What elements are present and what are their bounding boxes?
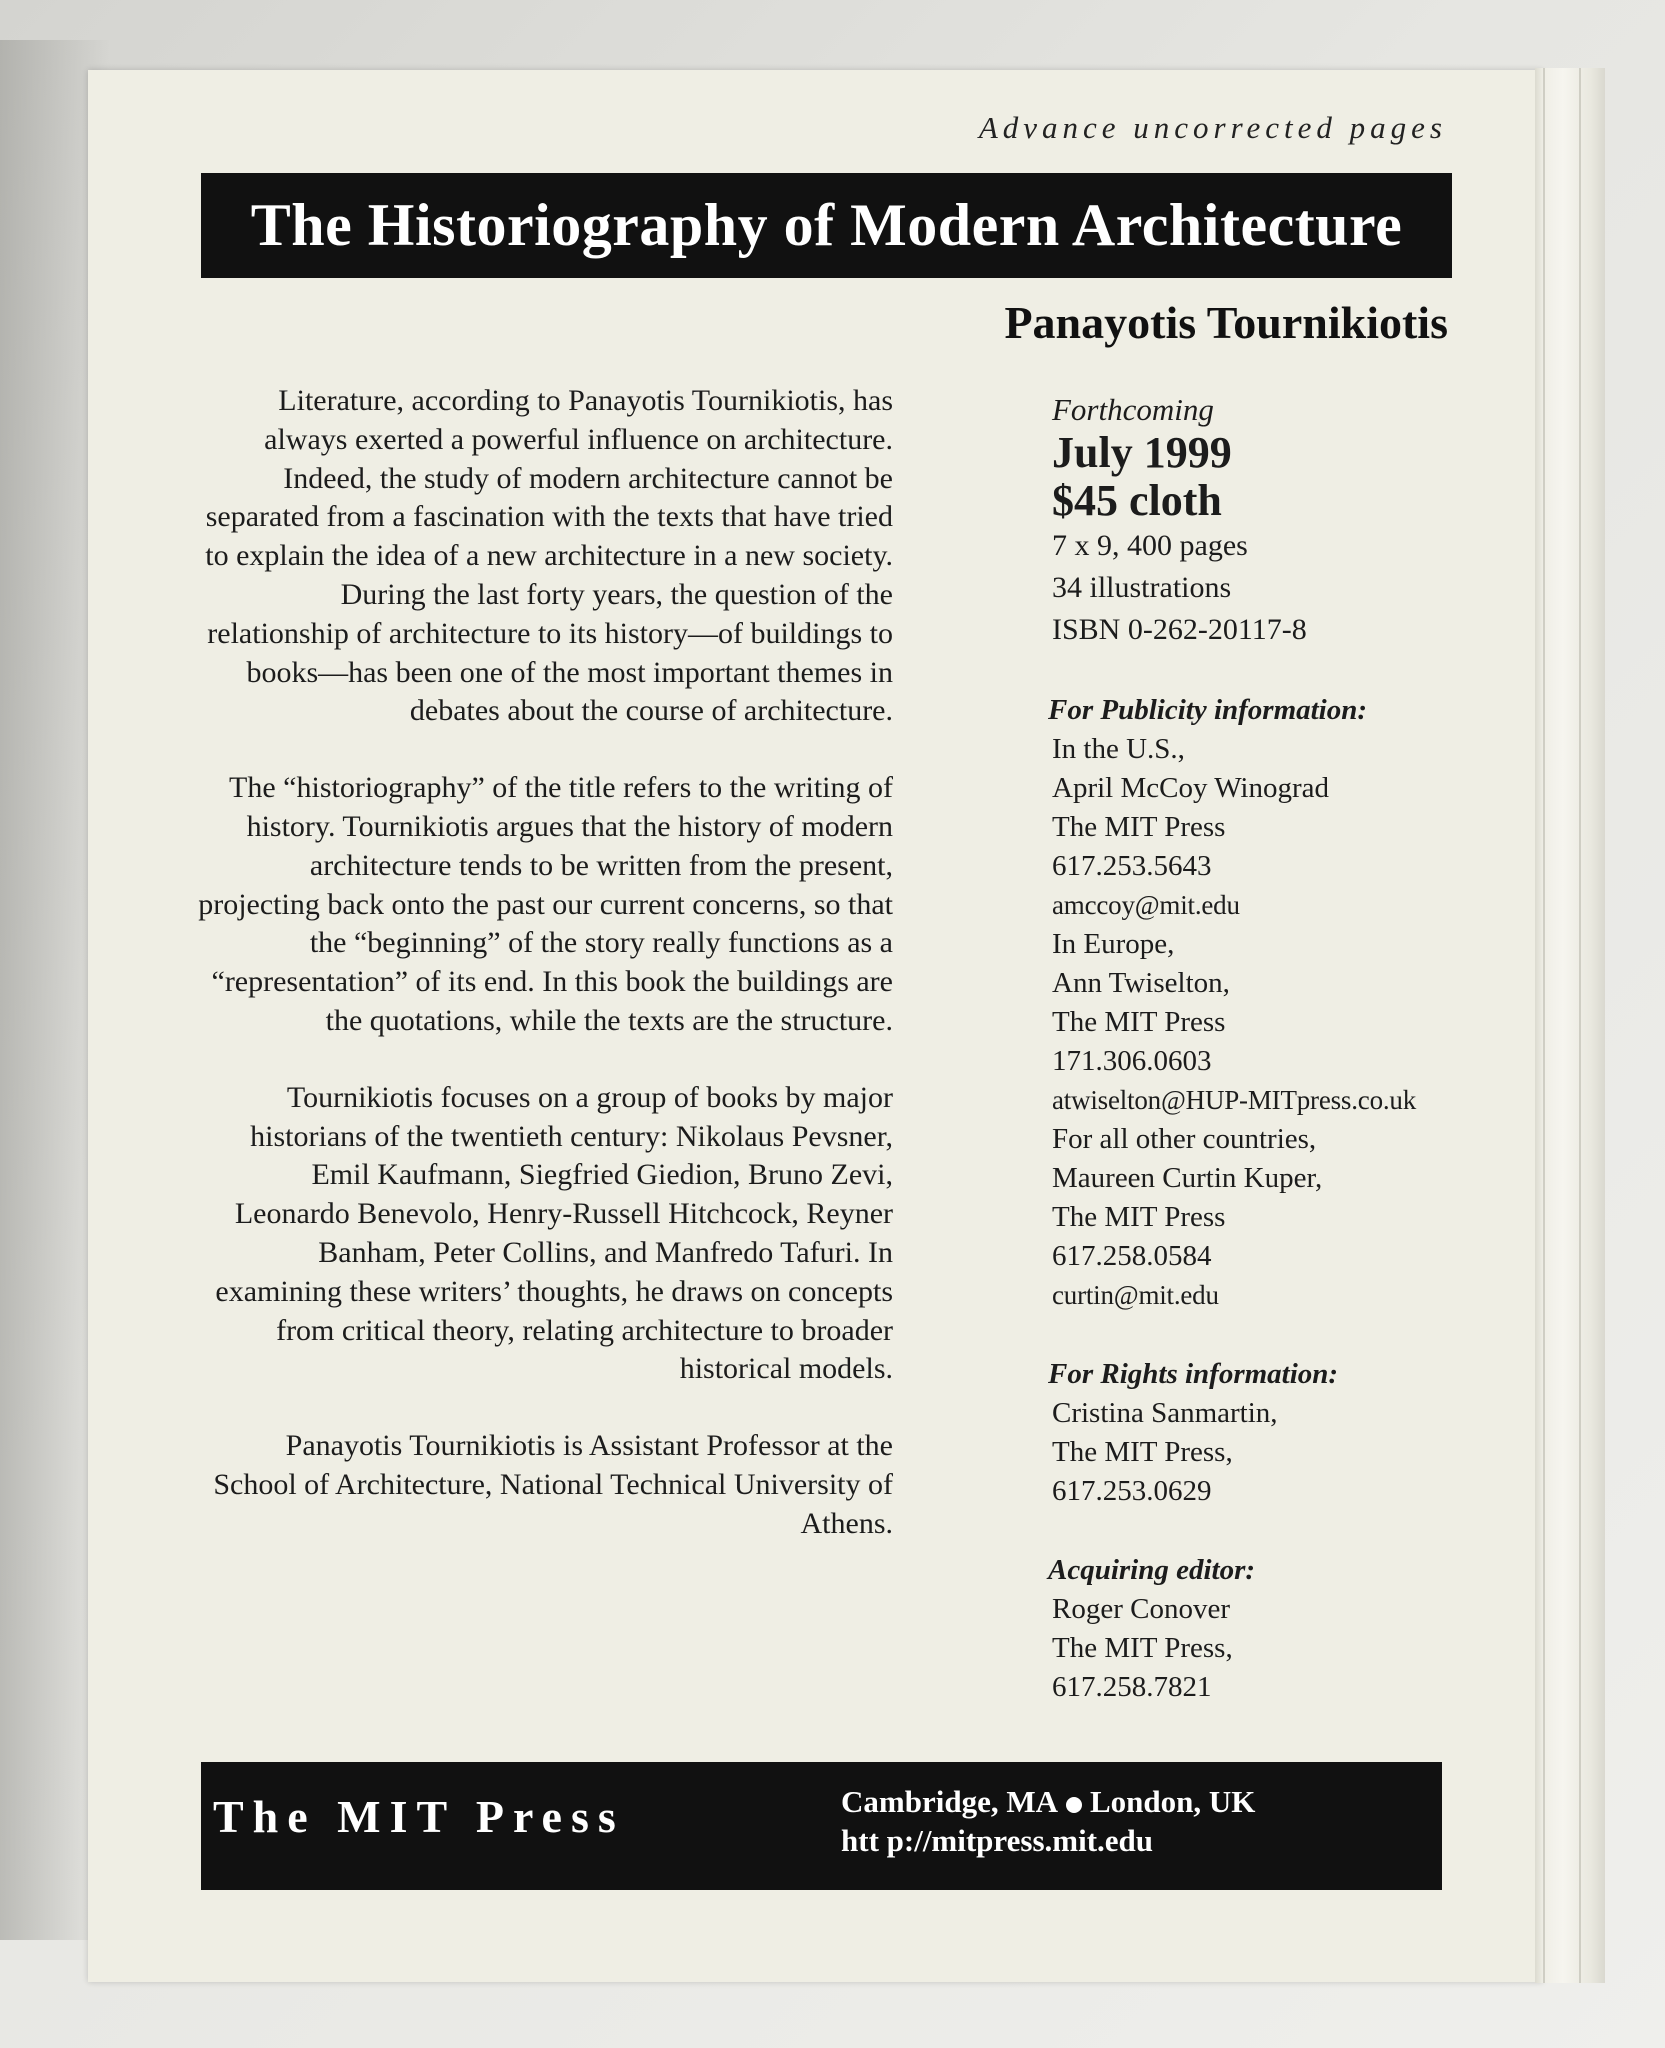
forthcoming-label: Forthcoming: [1052, 392, 1214, 427]
description-paragraph: Literature, according to Panayotis Tournikiotis, has always exerted a powerful influence on architecture. Indeed, the study of modern architecture cannot be separated from a fascination with the texts that have tried to explain the idea of a new architecture in a new society. During the last forty years, the question of the relationship of architecture to its history—of buildings to books—has been one of the most important themes in debates about the course of architecture.: [205, 384, 893, 728]
publicity-line: In Europe,: [1052, 928, 1175, 960]
publisher-name: The MIT Press: [213, 1791, 625, 1842]
publicity-line: The MIT Press: [1052, 1006, 1226, 1038]
publicity-email: atwiselton@HUP-MITpress.co.uk: [1052, 1085, 1417, 1115]
publicity-phone: 617.253.5643: [1052, 850, 1212, 882]
isbn: ISBN 0-262-20117-8: [1052, 613, 1307, 646]
publisher-contact: [841, 1782, 1255, 1860]
publicity-line: Ann Twiselton,: [1052, 967, 1230, 999]
publicity-line: In the U.S.,: [1052, 733, 1185, 765]
publicity-heading: For Publicity information:: [1048, 694, 1368, 726]
editor-line: Roger Conover: [1052, 1593, 1230, 1625]
editor-line: The MIT Press,: [1052, 1632, 1233, 1664]
publisher-url: htt p://mitpress.mit.edu: [841, 1823, 1154, 1858]
description-paragraph: Tournikiotis focuses on a group of books by major historians of the twentieth century: Nikolaus Pevsner, Emil Kaufmann, Siegfried Giedion, Bruno Zevi, Leonardo Benevolo, Henry-Russell Hitchcock, Reyner Banham, Peter Collins, and Manfredo Tafuri. In examining these writers’ thoughts, he draws on concepts from critical theory, relating architecture to broader historical models.: [215, 1080, 893, 1386]
publisher-cities: [841, 1782, 1255, 1821]
title-banner: [201, 173, 1452, 278]
publicity-email: amccoy@mit.edu: [1052, 890, 1240, 920]
publicity-line: The MIT Press: [1052, 811, 1226, 843]
price: $45 cloth: [1052, 476, 1222, 525]
publicity-line: Maureen Curtin Kuper,: [1052, 1162, 1323, 1194]
author-name: Panayotis Tournikiotis: [1004, 297, 1448, 348]
book-spine-edge: [1535, 68, 1605, 1983]
editor-heading: Acquiring editor:: [1048, 1554, 1256, 1586]
description-paragraph: The “historiography” of the title refers to the writing of history. Tournikiotis argues that the history of modern architecture tends to be written from the present, projecting back onto the past our current concerns, so that the “beginning” of the story really functions as a “representation” of its end. In this book the buildings are the quotations, while the texts are the structure.: [198, 771, 893, 1037]
author-bio: Panayotis Tournikiotis is Assistant Professor at the School of Architecture, National Technical University of Athens.: [213, 1429, 893, 1540]
spine-fold-line: [1543, 68, 1545, 1983]
rights-line: The MIT Press,: [1052, 1436, 1233, 1468]
advance-note: Advance uncorrected pages: [978, 110, 1447, 145]
publicity-email: curtin@mit.edu: [1052, 1280, 1219, 1310]
publisher-banner: [201, 1762, 1442, 1890]
trim-pages: 7 x 9, 400 pages: [1052, 529, 1248, 562]
illustrations-count: 34 illustrations: [1052, 571, 1232, 604]
publicity-phone: 171.306.0603: [1052, 1045, 1212, 1077]
bullet-icon: [1066, 1797, 1082, 1813]
publicity-line: For all other countries,: [1052, 1123, 1317, 1155]
spine-fold-line: [1579, 68, 1581, 1983]
rights-line: Cristina Sanmartin,: [1052, 1397, 1278, 1429]
publicity-line: The MIT Press: [1052, 1201, 1226, 1233]
rights-heading: For Rights information:: [1048, 1358, 1339, 1390]
publicity-phone: 617.258.0584: [1052, 1240, 1212, 1272]
rights-phone: 617.253.0629: [1052, 1475, 1212, 1507]
publicity-line: April McCoy Winograd: [1052, 772, 1329, 804]
book-title: The Historiography of Modern Architecture: [250, 192, 1403, 258]
city-cambridge: Cambridge, MA: [841, 1784, 1058, 1819]
info-sidebar: [1048, 390, 1518, 1707]
release-date: July 1999: [1052, 428, 1232, 477]
editor-phone: 617.258.7821: [1052, 1671, 1212, 1703]
book-back-cover: [88, 70, 1543, 1982]
book-description: [198, 382, 893, 1582]
city-london: London, UK: [1089, 1784, 1256, 1819]
